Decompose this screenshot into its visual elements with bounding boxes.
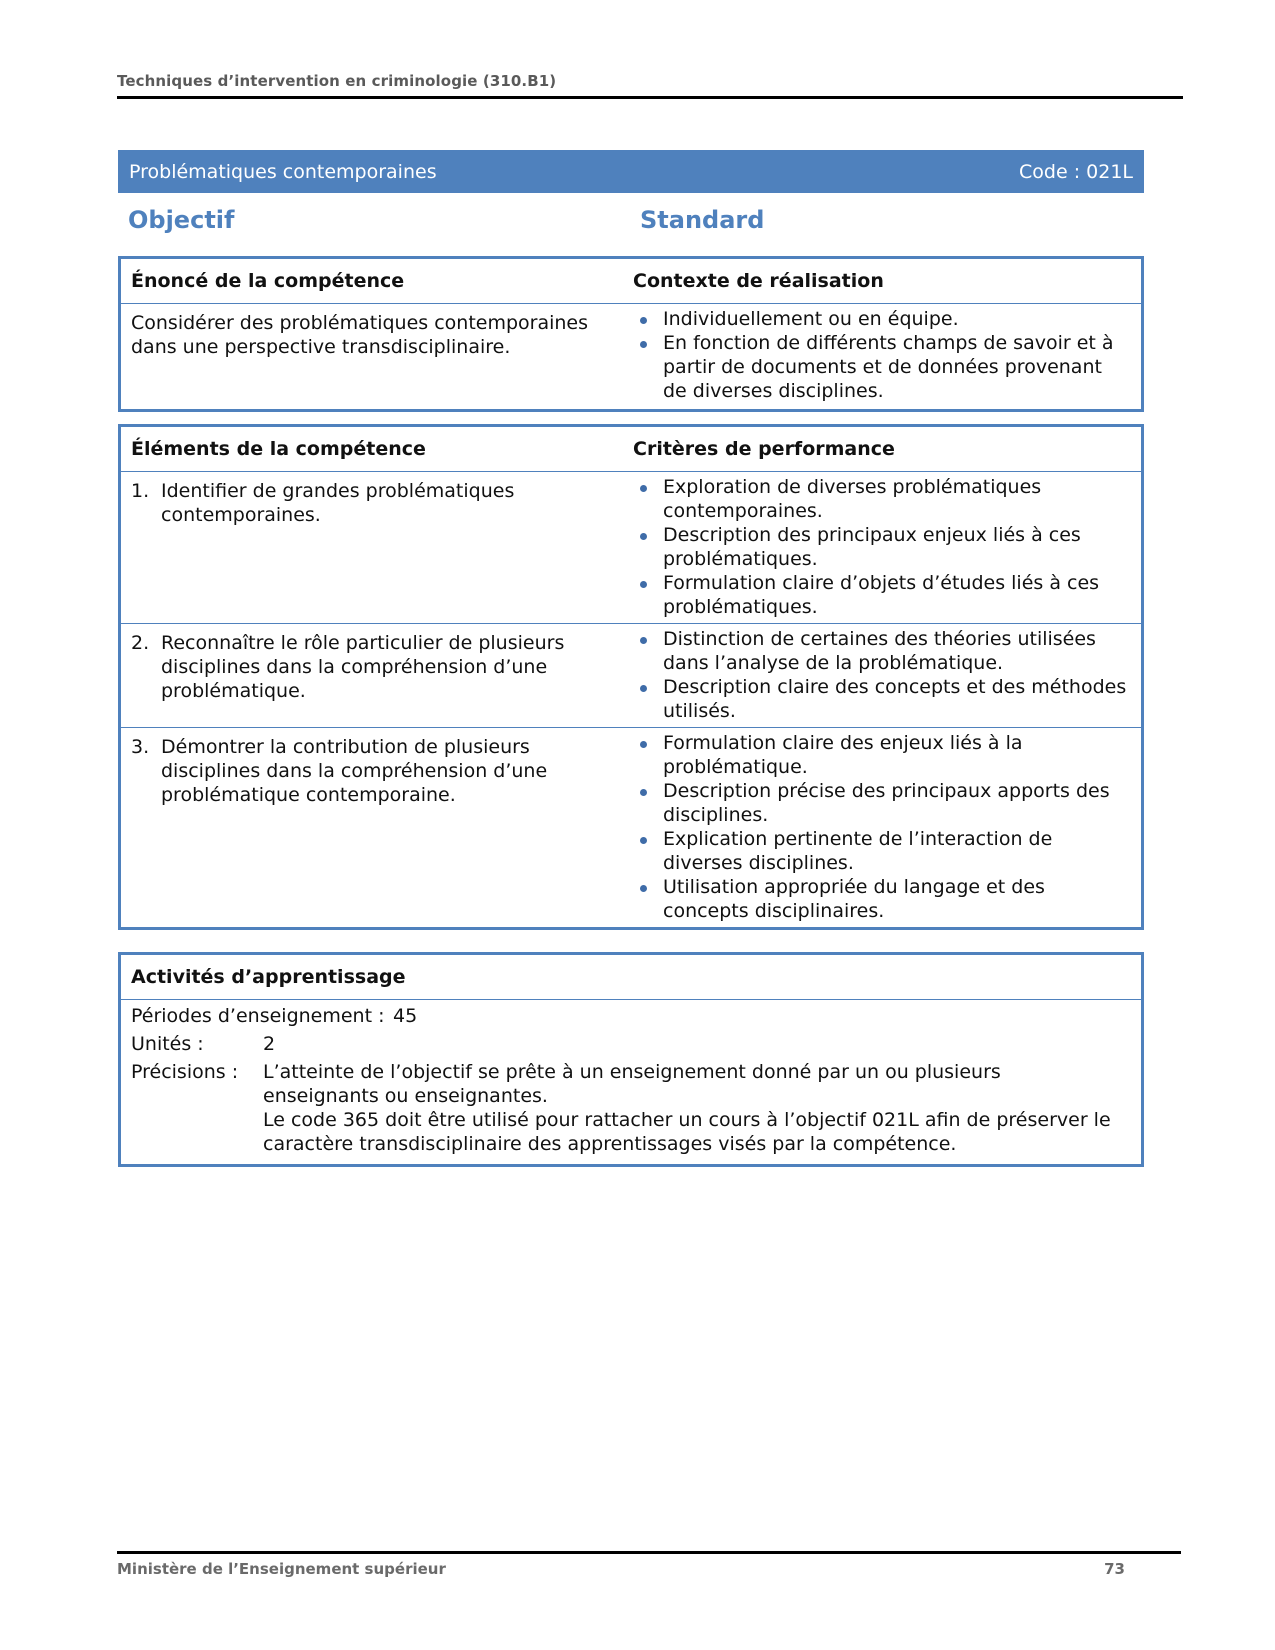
publisher: Ministère de l’Enseignement supérieur: [117, 1560, 446, 1578]
details-row: [121, 1060, 1141, 1156]
list-item: Description claire des concepts et des méthodes utilisés.: [633, 675, 1127, 723]
list-item: Description précise des principaux apports des disciplines.: [633, 779, 1127, 827]
page-header: [117, 72, 1183, 99]
footer-rule: [117, 1551, 1181, 1554]
table-header-row: [121, 955, 1141, 1000]
column-header: Contexte de réalisation: [633, 270, 884, 292]
table-row: [121, 304, 1141, 409]
list-item: Explication pertinente de l’interaction de diverses disciplines.: [633, 827, 1127, 875]
table-row: [121, 728, 1141, 927]
periods-label: Périodes d’enseignement :: [131, 1005, 385, 1027]
standard-heading: Standard: [640, 206, 765, 234]
periods-value: 45: [393, 1005, 418, 1027]
column-header: Activités d’apprentissage: [131, 966, 406, 988]
competency-statement-table: [118, 256, 1144, 412]
element-number: 2.: [131, 632, 150, 654]
periods-row: [121, 1004, 1141, 1028]
header-rule: [117, 96, 1183, 99]
list-item: En fonction de différents champs de savoir et à partir de documents et de données provenant de diverses disciplines.: [633, 331, 1127, 403]
element-item: [131, 479, 633, 527]
list-item: Utilisation appropriée du langage et des concepts disciplinaires.: [633, 875, 1127, 923]
column-header: Critères de performance: [633, 438, 895, 460]
objective-heading: Objectif: [128, 206, 235, 234]
element-number: 3.: [131, 736, 150, 758]
element-item: [131, 735, 633, 807]
column-header: Énoncé de la compétence: [131, 270, 405, 292]
details-label: Précisions :: [131, 1061, 239, 1083]
list-item: Individuellement ou en équipe.: [633, 307, 1127, 331]
criteria-list: [633, 475, 1141, 619]
page-footer: [117, 1551, 1181, 1578]
course-name: Problématiques contemporaines: [129, 160, 437, 183]
table-header-row: [121, 427, 1141, 472]
criteria-list: [633, 731, 1141, 923]
element-item: [131, 631, 633, 703]
units-row: [121, 1032, 1141, 1056]
course-code: Code : 021L: [1019, 160, 1133, 183]
competency-elements-table: [118, 424, 1144, 930]
element-text: Démontrer la contribution de plusieurs disciplines dans la compréhension d’une problématique contemporaine.: [161, 736, 548, 806]
list-item: Formulation claire d’objets d’études liés à ces problématiques.: [633, 571, 1127, 619]
units-value: 2: [263, 1033, 276, 1055]
table-row: [121, 472, 1141, 624]
learning-activities-table: [118, 952, 1144, 1167]
details-text: Le code 365 doit être utilisé pour rattacher un cours à l’objectif 021L afin de préserver le caractère transdisciplinaire des apprentissages visés par la compétence.: [263, 1109, 1111, 1155]
competency-statement: Considérer des problématiques contemporaines dans une perspective transdisciplinaire.: [131, 312, 589, 358]
details-text: L’atteinte de l’objectif se prête à un enseignement donné par un ou plusieurs enseignants ou enseignantes.: [263, 1061, 1001, 1107]
element-text: Identifier de grandes problématiques contemporaines.: [161, 480, 515, 526]
list-item: Exploration de diverses problématiques contemporaines.: [633, 475, 1127, 523]
units-label: Unités :: [131, 1033, 204, 1055]
course-title-bar: [118, 150, 1144, 193]
list-item: Formulation claire des enjeux liés à la problématique.: [633, 731, 1127, 779]
page-number: 73: [1104, 1560, 1125, 1578]
list-item: Distinction de certaines des théories utilisées dans l’analyse de la problématique.: [633, 627, 1127, 675]
criteria-list: [633, 627, 1141, 723]
context-list: [633, 307, 1141, 403]
column-header: Éléments de la compétence: [131, 438, 426, 460]
element-number: 1.: [131, 480, 150, 502]
table-row: [121, 624, 1141, 728]
list-item: Description des principaux enjeux liés à ces problématiques.: [633, 523, 1127, 571]
table-header-row: [121, 259, 1141, 304]
program-title: Techniques d’intervention en criminologie (310.B1): [117, 72, 557, 90]
element-text: Reconnaître le rôle particulier de plusieurs disciplines dans la compréhension d’une problématique.: [161, 632, 565, 702]
